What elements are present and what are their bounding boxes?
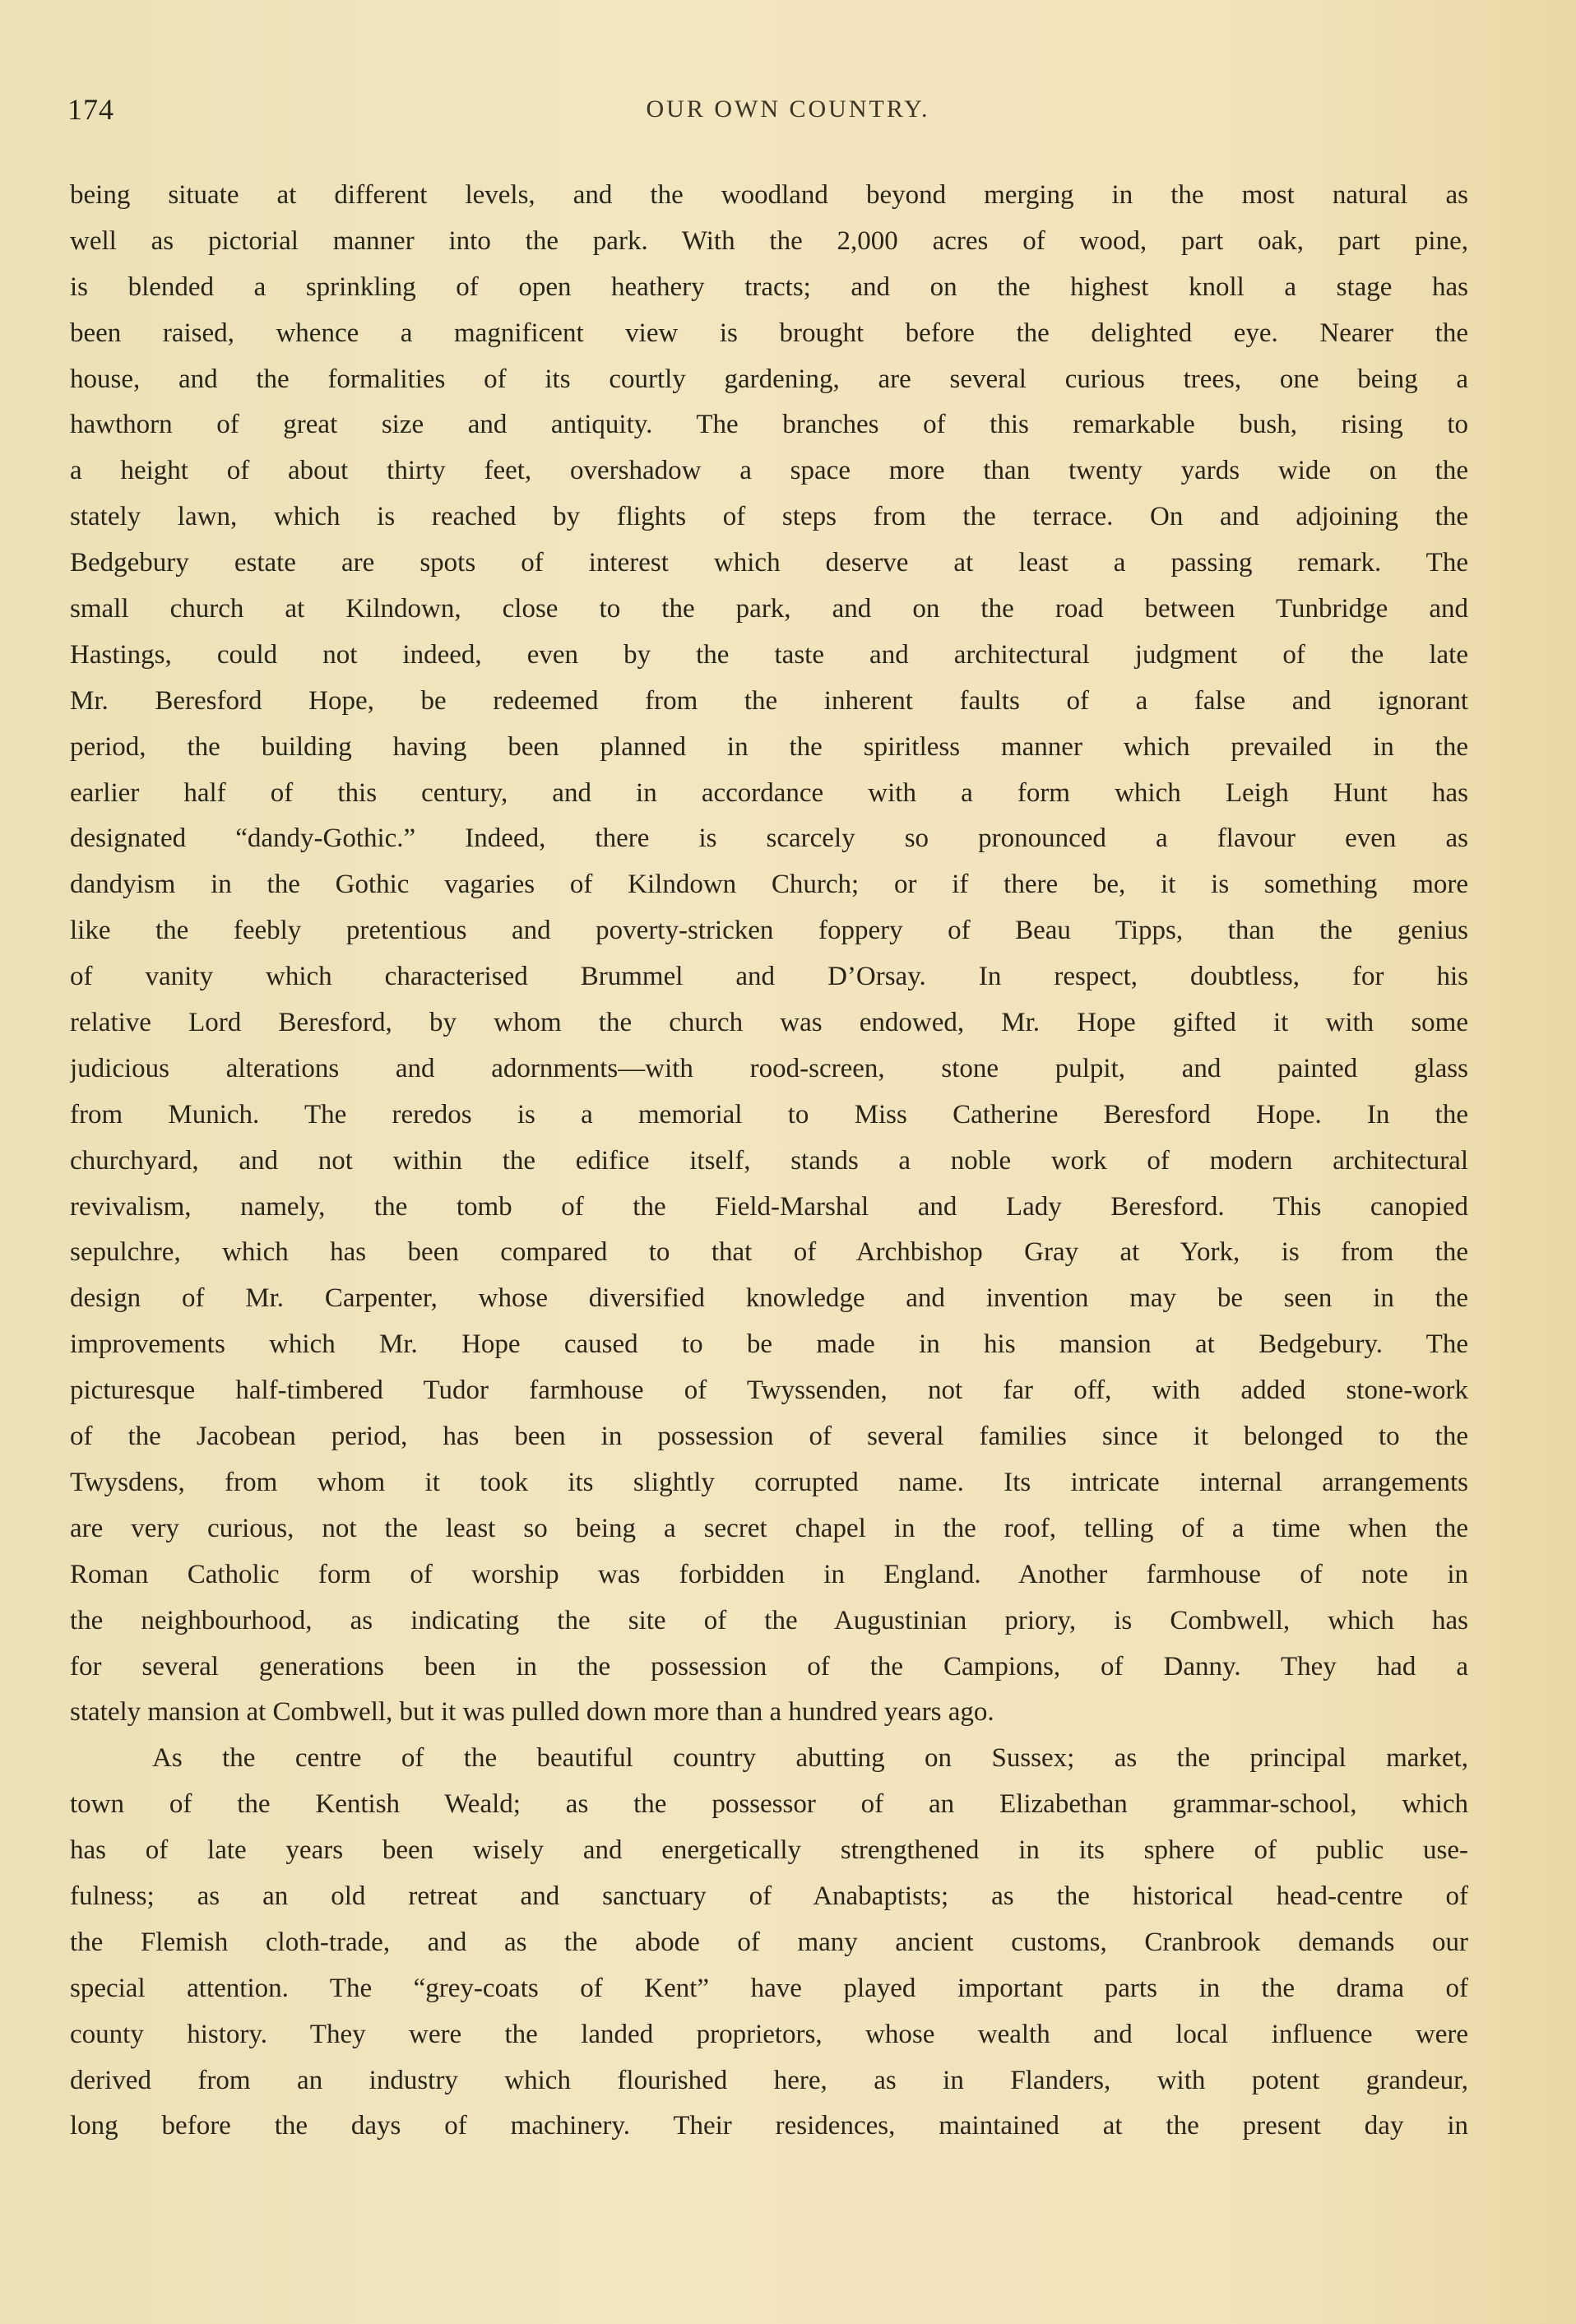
text-line: of vanity which characterised Brummel and D’Orsay. In respect, doubtless, for his [70, 962, 1468, 992]
text-line: been raised, whence a magnificent view is brought before the delighted eye. Nearer the [70, 318, 1468, 348]
text-line: churchyard, and not within the edifice itself, stands a noble work of modern architectural [70, 1145, 1468, 1176]
page-number: 174 [67, 93, 114, 126]
text-line: town of the Kentish Weald; as the possessor of an Elizabethan grammar-school, which [70, 1789, 1468, 1820]
text-line: special attention. The “grey-coats of Kent” have played important parts in the drama of [70, 1973, 1468, 2003]
text-line: the Flemish cloth-trade, and as the abode of many ancient customs, Cranbrook demands our [70, 1927, 1468, 1957]
text-line: relative Lord Beresford, by whom the church was endowed, Mr. Hope gifted it with some [70, 1008, 1468, 1038]
body-text [70, 173, 1468, 2150]
text-line: improvements which Mr. Hope caused to be made in his mansion at Bedgebury. The [70, 1329, 1468, 1360]
text-line: house, and the formalities of its courtly gardening, are several curious trees, one being a [70, 364, 1468, 394]
paragraph-end-line: stately mansion at Combwell, but it was pulled down more than a hundred years ago. [70, 1697, 994, 1728]
text-line: period, the building having been planned in the spiritless manner which prevailed in the [70, 731, 1468, 762]
text-line: Roman Catholic form of worship was forbidden in England. Another farmhouse of note in [70, 1559, 1468, 1589]
text-line: like the feebly pretentious and poverty-stricken foppery of Beau Tipps, than the genius [70, 916, 1468, 946]
running-title: OUR OWN COUNTRY. [646, 95, 930, 123]
text-line: design of Mr. Carpenter, whose diversified knowledge and invention may be seen in the [70, 1283, 1468, 1314]
text-line: long before the days of machinery. Their residences, maintained at the present day in [70, 2111, 1468, 2141]
text-line: well as pictorial manner into the park. With the 2,000 acres of wood, part oak, part pine, [70, 225, 1468, 256]
text-line: designated “dandy-Gothic.” Indeed, there is scarcely so pronounced a flavour even as [70, 823, 1468, 854]
text-line: dandyism in the Gothic vagaries of Kilndown Church; or if there be, it is something more [70, 870, 1468, 900]
text-line: earlier half of this century, and in accordance with a form which Leigh Hunt has [70, 777, 1468, 808]
text-line: hawthorn of great size and antiquity. The branches of this remarkable bush, rising to [70, 410, 1468, 440]
text-line: from Munich. The reredos is a memorial to Miss Catherine Beresford Hope. In the [70, 1099, 1468, 1130]
text-line: fulness; as an old retreat and sanctuary of Anabaptists; as the historical head-centre of [70, 1881, 1468, 1911]
text-line: stately lawn, which is reached by flights of steps from the terrace. On and adjoining the [70, 502, 1468, 532]
text-line: judicious alterations and adornments—with rood-screen, stone pulpit, and painted glass [70, 1053, 1468, 1083]
text-line: for several generations been in the possession of the Campions, of Danny. They had a [70, 1651, 1468, 1682]
text-line: is blended a sprinkling of open heathery tracts; and on the highest knoll a stage has [70, 271, 1468, 302]
text-line: a height of about thirty feet, overshadow a space more than twenty yards wide on the [70, 456, 1468, 486]
text-line: are very curious, not the least so being a secret chapel in the roof, telling of a time when the [70, 1513, 1468, 1543]
text-line: picturesque half-timbered Tudor farmhouse of Twyssenden, not far off, with added stone-work [70, 1375, 1468, 1406]
text-line: small church at Kilndown, close to the park, and on the road between Tunbridge and [70, 594, 1468, 624]
text-line: the neighbourhood, as indicating the site of the Augustinian priory, is Combwell, which has [70, 1605, 1468, 1635]
text-line: Twysdens, from whom it took its slightly corrupted name. Its intricate internal arrangements [70, 1467, 1468, 1497]
text-line: has of late years been wisely and energetically strengthened in its sphere of public use- [70, 1835, 1468, 1866]
text-line: being situate at different levels, and the woodland beyond merging in the most natural as [70, 180, 1468, 210]
text-line: Bedgebury estate are spots of interest which deserve at least a passing remark. The [70, 548, 1468, 578]
text-line: Mr. Beresford Hope, be redeemed from the inherent faults of a false and ignorant [70, 685, 1468, 716]
text-line: derived from an industry which flourished here, as in Flanders, with potent grandeur, [70, 2065, 1468, 2095]
paragraph-start-line: As the centre of the beautiful country abutting on Sussex; as the principal market, [152, 1743, 1468, 1774]
text-line: sepulchre, which has been compared to that of Archbishop Gray at York, is from the [70, 1237, 1468, 1268]
text-line: of the Jacobean period, has been in possession of several families since it belonged to the [70, 1422, 1468, 1452]
text-line: revivalism, namely, the tomb of the Field-Marshal and Lady Beresford. This canopied [70, 1191, 1468, 1222]
text-line: county history. They were the landed proprietors, whose wealth and local influence were [70, 2019, 1468, 2049]
text-line: Hastings, could not indeed, even by the taste and architectural judgment of the late [70, 639, 1468, 670]
